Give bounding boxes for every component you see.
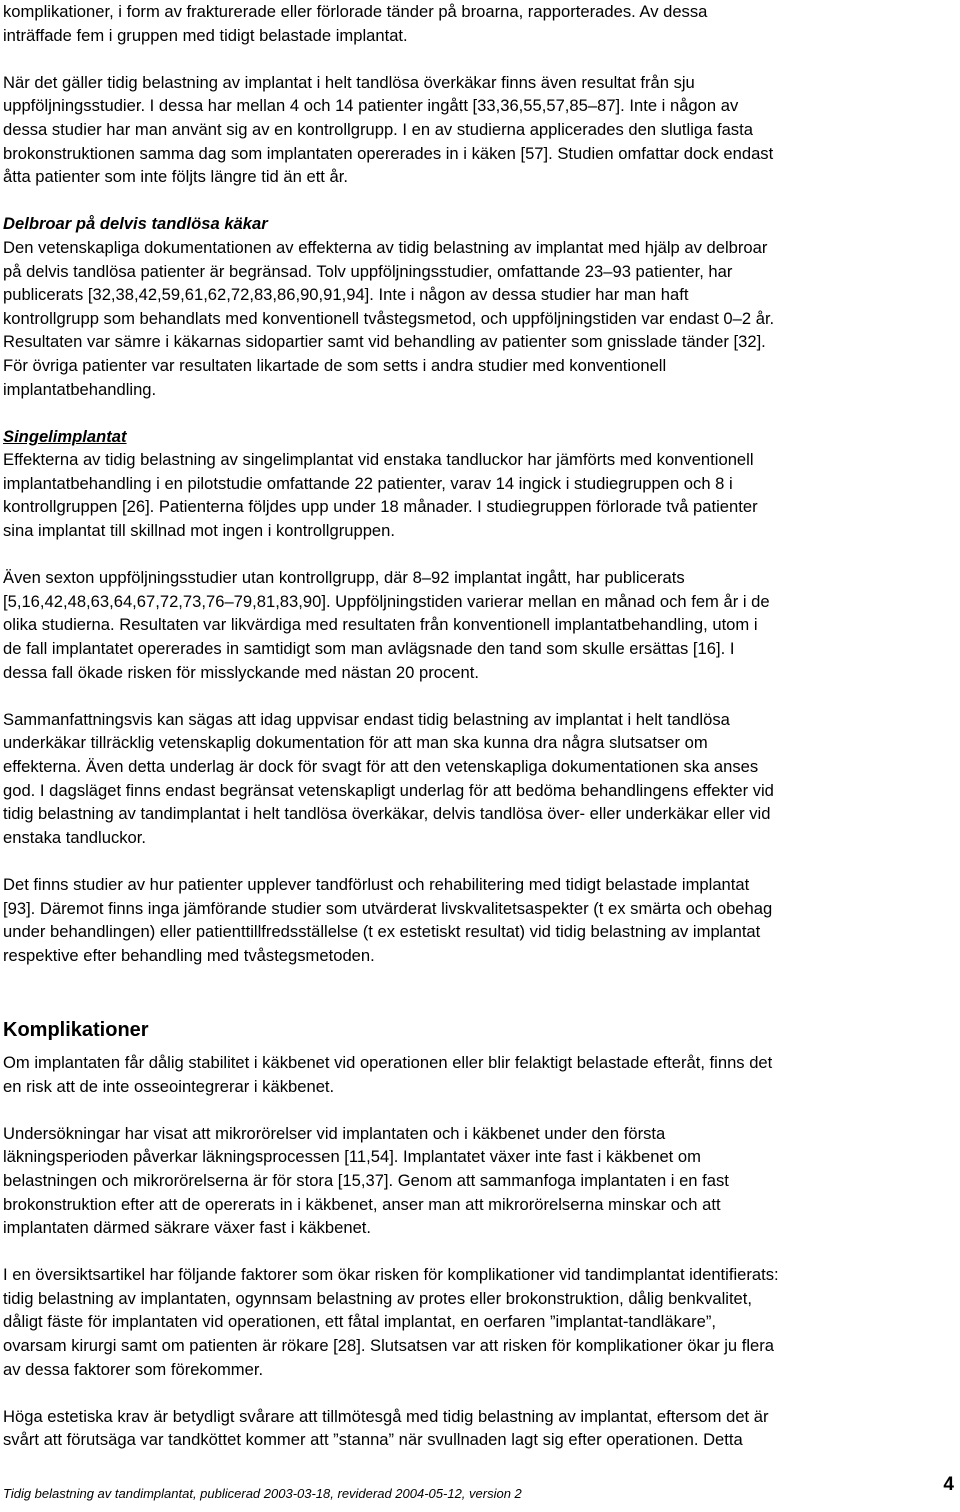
text-line: Höga estetiska krav är betydligt svårare att tillmötesgå med tidig belastning av implantat, eftersom det är — [3, 1406, 769, 1426]
document-body — [3, 0, 958, 1452]
text-line: Undersökningar har visat att mikrorörelser vid implantaten och i käkbenet under den första — [3, 1123, 666, 1143]
single-heading: Singelimplantat — [3, 426, 127, 446]
text-line: under behandlingen) eller patienttillfredsställelse (t ex estetiskt resultat) vid tidig belastning av implantat — [3, 922, 761, 942]
text-line: Det finns studier av hur patienter upplever tandförlust och rehabilitering med tidigt belastade implantat — [3, 874, 750, 894]
text-line: belastningen och mikrorörelserna är för stora [15,37]. Genom att sammanfoga implantaten i en fast — [3, 1170, 729, 1190]
text-line: åtta patienter som inte följts längre tid än ett år. — [3, 167, 348, 187]
partial-heading: Delbroar på delvis tandlösa käkar — [3, 214, 268, 234]
page-number: 4 — [943, 1474, 954, 1495]
paragraph-experience — [3, 873, 958, 967]
text-line: läkningsperioden påverkar läkningsprocessen [11,54]. Implantatet växer inte fast i käkbenet om — [3, 1147, 701, 1167]
text-line: uppföljningsstudier. I dessa har mellan 4 och 14 patienter ingått [33,36,55,57,85–87]. Inte i någon av — [3, 96, 739, 116]
text-line: Den vetenskapliga dokumentationen av effekterna av tidig belastning av implantat med hjälp av delbroar — [3, 237, 768, 257]
paragraph-comp-3 — [3, 1263, 958, 1381]
text-line: brokonstruktionen samma dag som implantaten opererades in i käken [57]. Studien omfattar dock endast — [3, 143, 774, 163]
text-line: god. I dagsläget finns endast begränsat vetenskapligt underlag för att bedöma behandlingens effekter vid — [3, 780, 774, 800]
text-line: dessa studier har man använt sig av en kontrollgrupp. I en av studierna applicerades den slutliga fasta — [3, 119, 753, 139]
text-line: av dessa faktorer som förekommer. — [3, 1359, 264, 1379]
text-line: underkäkar tillräcklig vetenskaplig dokumentation för att man ska kunna dra några slutsatser om — [3, 733, 708, 753]
text-line: implantaten därmed säkrare växer fast i käkbenet. — [3, 1218, 372, 1238]
text-line: [5,16,42,48,63,64,67,72,73,76–79,81,83,90]. Uppföljningstiden varierar mellan en månad och fem år i de — [3, 591, 770, 611]
text-line: respektive efter behandling med tvåstegsmetoden. — [3, 945, 375, 965]
text-line: publicerats [32,38,42,59,61,62,72,83,86,90,91,94]. Inte i någon av dessa studier har man haft — [3, 285, 689, 305]
text-line: Effekterna av tidig belastning av singelimplantat vid enstaka tandluckor har jämförts med konventionell — [3, 450, 754, 470]
text-line: dåligt fäste för implantaten vid operationen, ett fåtal implantat, en oerfaren ”implantat-tandläkare”, — [3, 1312, 717, 1332]
text-line: kontrollgruppen [26]. Patienterna följdes upp under 18 månader. I studiegruppen förlorade två patienter — [3, 497, 758, 517]
text-line: När det gäller tidig belastning av implantat i helt tandlösa överkäkar finns även resultat från sju — [3, 72, 695, 92]
text-line: dessa fall ökade risken för misslyckande med nästan 20 procent. — [3, 662, 479, 682]
text-line: implantatbehandling i en pilotstudie omfattande 22 patienter, varav 14 ingick i studiegruppen och 8 i — [3, 473, 733, 493]
text-line: en risk att de inte osseointegrerar i käkbenet. — [3, 1076, 335, 1096]
text-line: svårt att förutsäga var tandköttet kommer att ”stanna” när svullnaden lagt sig efter operationen. Detta — [3, 1430, 743, 1450]
paragraph-top — [3, 0, 958, 47]
text-line: Om implantaten får dålig stabilitet i käkbenet vid operationen eller blir felaktigt belastade efteråt, finns det — [3, 1052, 773, 1072]
text-line: Resultaten var sämre i käkarnas sidopartier samt vid behandling av patienter som gnisslade tänder [32]. — [3, 332, 766, 352]
text-line: kontrollgrupp som behandlats med konventionell tvåstegsmetod, och uppföljningstiden var endast 0–2 år. — [3, 308, 775, 328]
text-line: För övriga patienter var resultaten likartade de som setts i andra studier med konventionell — [3, 355, 667, 375]
text-line: I en översiktsartikel har följande faktorer som ökar risken för komplikationer vid tandimplantat identifierats: — [3, 1265, 779, 1285]
text-line: tidig belastning av tandimplantat i helt tandlösa överkäkar, delvis tandlösa över- eller underkäkar eller vid — [3, 804, 771, 824]
paragraph-comp-1 — [3, 1051, 958, 1098]
complications-heading: Komplikationer — [3, 1018, 149, 1041]
text-line: sina implantat till skillnad mot ingen i kontrollgruppen. — [3, 521, 396, 541]
paragraph-sixteen — [3, 566, 958, 684]
text-line: de fall implantatet opererades in samtidigt som man avlägsnade den tand som skulle ersättas [16]. I — [3, 639, 735, 659]
text-line: enstaka tandluckor. — [3, 827, 146, 847]
text-line: effekterna. Även detta underlag är dock för svagt för att den vetenskapliga dokumentationen ska anses — [3, 757, 759, 776]
paragraph-comp-2 — [3, 1122, 958, 1240]
text-line: komplikationer, i form av frakturerade eller förlorade tänder på broarna, rapporterades. Av dessa — [3, 2, 708, 21]
partial-section — [3, 212, 958, 401]
text-line: ovarsam kirurgi samt om patienten är rökare [28]. Slutsatsen var att risken för komplikationer ökar ju flera — [3, 1336, 775, 1356]
paragraph-comp-4 — [3, 1405, 958, 1452]
text-line: tidig belastning av implantaten, ogynnsam belastning av protes eller brokonstruktion, dålig benkvalitet, — [3, 1288, 753, 1308]
text-line: olika studierna. Resultaten var likvärdiga med resultaten från konventionell implantatbehandling, utom i — [3, 615, 758, 635]
text-line: brokonstruktion efter att de opererats in i käkbenet, anser man att mikrorörelserna minskar och att — [3, 1194, 721, 1214]
text-line: inträffade fem i gruppen med tidigt belastade implantat. — [3, 25, 408, 45]
page-footer: Tidig belastning av tandimplantat, publicerad 2003-03-18, reviderad 2004-05-12, version 2 — [3, 1486, 522, 1501]
text-line: Även sexton uppföljningsstudier utan kontrollgrupp, där 8–92 implantat ingått, har publicerats — [3, 568, 685, 588]
text-line: implantatbehandling. — [3, 379, 157, 399]
text-line: Sammanfattningsvis kan sägas att idag uppvisar endast tidig belastning av implantat i helt tandlösa — [3, 709, 730, 729]
text-line: [93]. Däremot finns inga jämförande studier som utvärderat livskvalitetsaspekter (t ex smärta och obehag — [3, 898, 773, 918]
paragraph-summary — [3, 708, 958, 850]
paragraph-upper-jaw — [3, 71, 958, 189]
single-section — [3, 425, 958, 543]
text-line: på delvis tandlösa patienter är begränsad. Tolv uppföljningsstudier, omfattande 23–93 patienter, har — [3, 261, 733, 281]
